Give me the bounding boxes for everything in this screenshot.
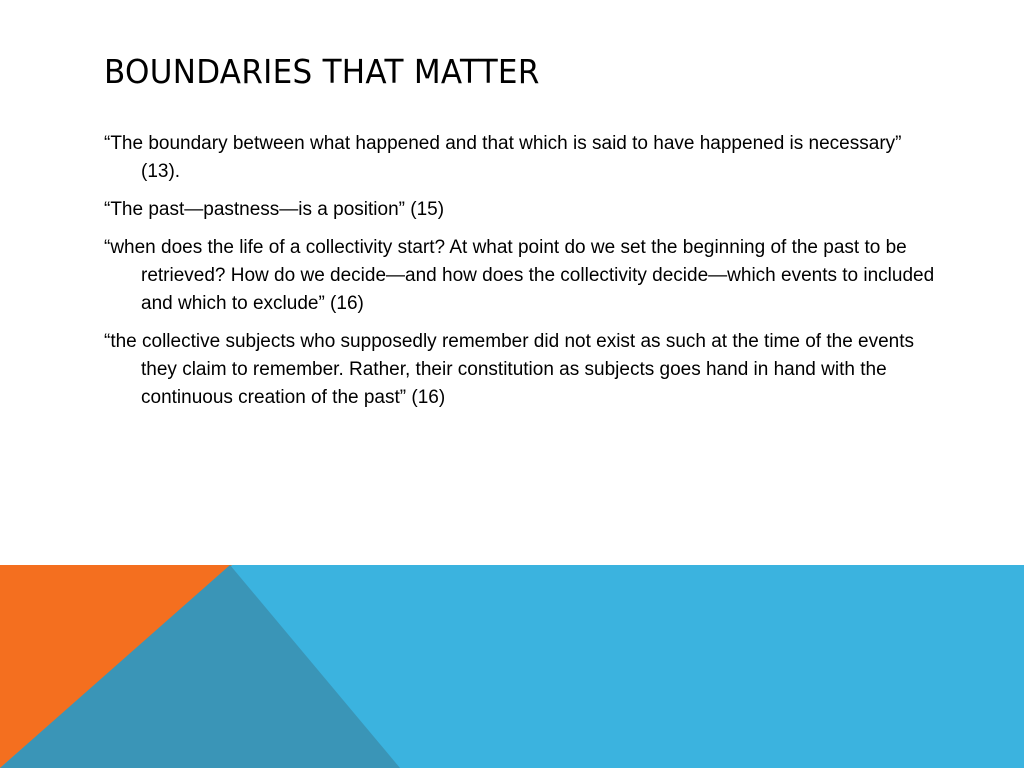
quote-boundary: “The boundary between what happened and that which is said to have happened is necessary” (13).	[104, 133, 902, 182]
decorative-footer-band	[0, 565, 1024, 768]
quote-list	[104, 130, 944, 422]
quote-pastness: “The past—pastness—is a position” (15)	[104, 199, 445, 220]
slide-title: BOUNDARIES THAT MATTER	[104, 52, 540, 91]
quote-collectivity: “when does the life of a collectivity start? At what point do we set the beginning of the past to be retrieved? How do we decide—and how does the collectivity decide—which events to included and which to exclude” (16)	[104, 237, 935, 314]
quote-collective-subjects: “the collective subjects who supposedly remember did not exist as such at the time of the events they claim to remember. Rather, their constitution as subjects goes hand in hand with the continuous creation of the past” (16)	[104, 331, 915, 408]
